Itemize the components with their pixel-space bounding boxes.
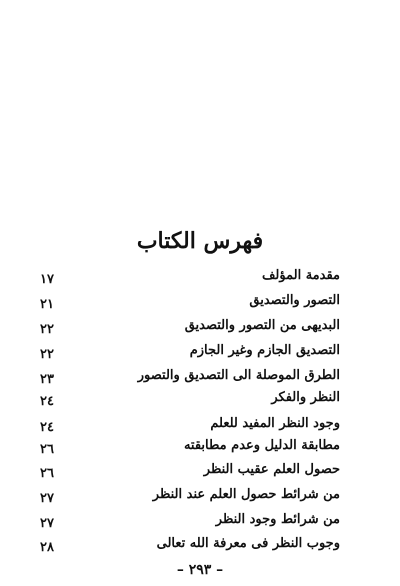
toc-row bbox=[0, 341, 400, 365]
toc-entry-title: مطابقة الدليل وعدم مطابقته bbox=[183, 438, 340, 453]
toc-page-number: ٢٧ bbox=[40, 516, 54, 531]
toc-entry-title: التصور والتصديق bbox=[249, 293, 340, 308]
toc-row bbox=[0, 291, 400, 315]
toc-entry-title: وجود النظر المفيد للعلم bbox=[210, 416, 340, 431]
toc-page-number: ٢٢ bbox=[40, 322, 54, 337]
toc-entry-title: الطرق الموصلة الى التصديق والتصور bbox=[137, 368, 340, 383]
toc-row bbox=[0, 414, 400, 438]
toc-row bbox=[0, 460, 400, 484]
toc-row bbox=[0, 534, 400, 558]
toc-page-number: ٢٤ bbox=[40, 394, 54, 409]
toc-entry-title: من شرائط وجود النظر bbox=[215, 512, 340, 527]
toc-page-number: ٢٧ bbox=[40, 491, 54, 506]
toc-page-number: ٢٤ bbox=[40, 420, 54, 435]
toc-row bbox=[0, 485, 400, 509]
toc-page-number: ٢٢ bbox=[40, 347, 54, 362]
toc-entry-title: البديهى من التصور والتصديق bbox=[184, 318, 340, 333]
toc-entry-title: النظر والفكر bbox=[271, 390, 340, 405]
toc-page-number: ٢٦ bbox=[40, 442, 54, 457]
toc-page-number: ٢٦ bbox=[40, 466, 54, 481]
toc-page-number: ٢٨ bbox=[40, 540, 54, 555]
toc-entry-title: وجوب النظر فى معرفة الله تعالى bbox=[156, 536, 340, 551]
toc-row bbox=[0, 266, 400, 290]
toc-row bbox=[0, 316, 400, 340]
toc-entry-title: التصديق الجازم وغير الجازم bbox=[189, 343, 340, 358]
toc-entry-title: من شرائط حصول العلم عند النظر bbox=[152, 487, 340, 502]
toc-row bbox=[0, 366, 400, 390]
page-title: فهرس الكتاب bbox=[136, 228, 264, 254]
toc-page-number: ١٧ bbox=[40, 272, 54, 287]
toc-row bbox=[0, 436, 400, 460]
page-number-footer: – ٢٩٣ – bbox=[176, 562, 224, 578]
toc-page-number: ٢٣ bbox=[40, 372, 54, 387]
toc-row bbox=[0, 510, 400, 534]
toc-entry-title: حصول العلم عقيب النظر bbox=[203, 462, 340, 477]
toc-row bbox=[0, 388, 400, 412]
toc-page-number: ٢١ bbox=[40, 297, 54, 312]
toc-entry-title: مقدمة المؤلف bbox=[261, 268, 340, 283]
